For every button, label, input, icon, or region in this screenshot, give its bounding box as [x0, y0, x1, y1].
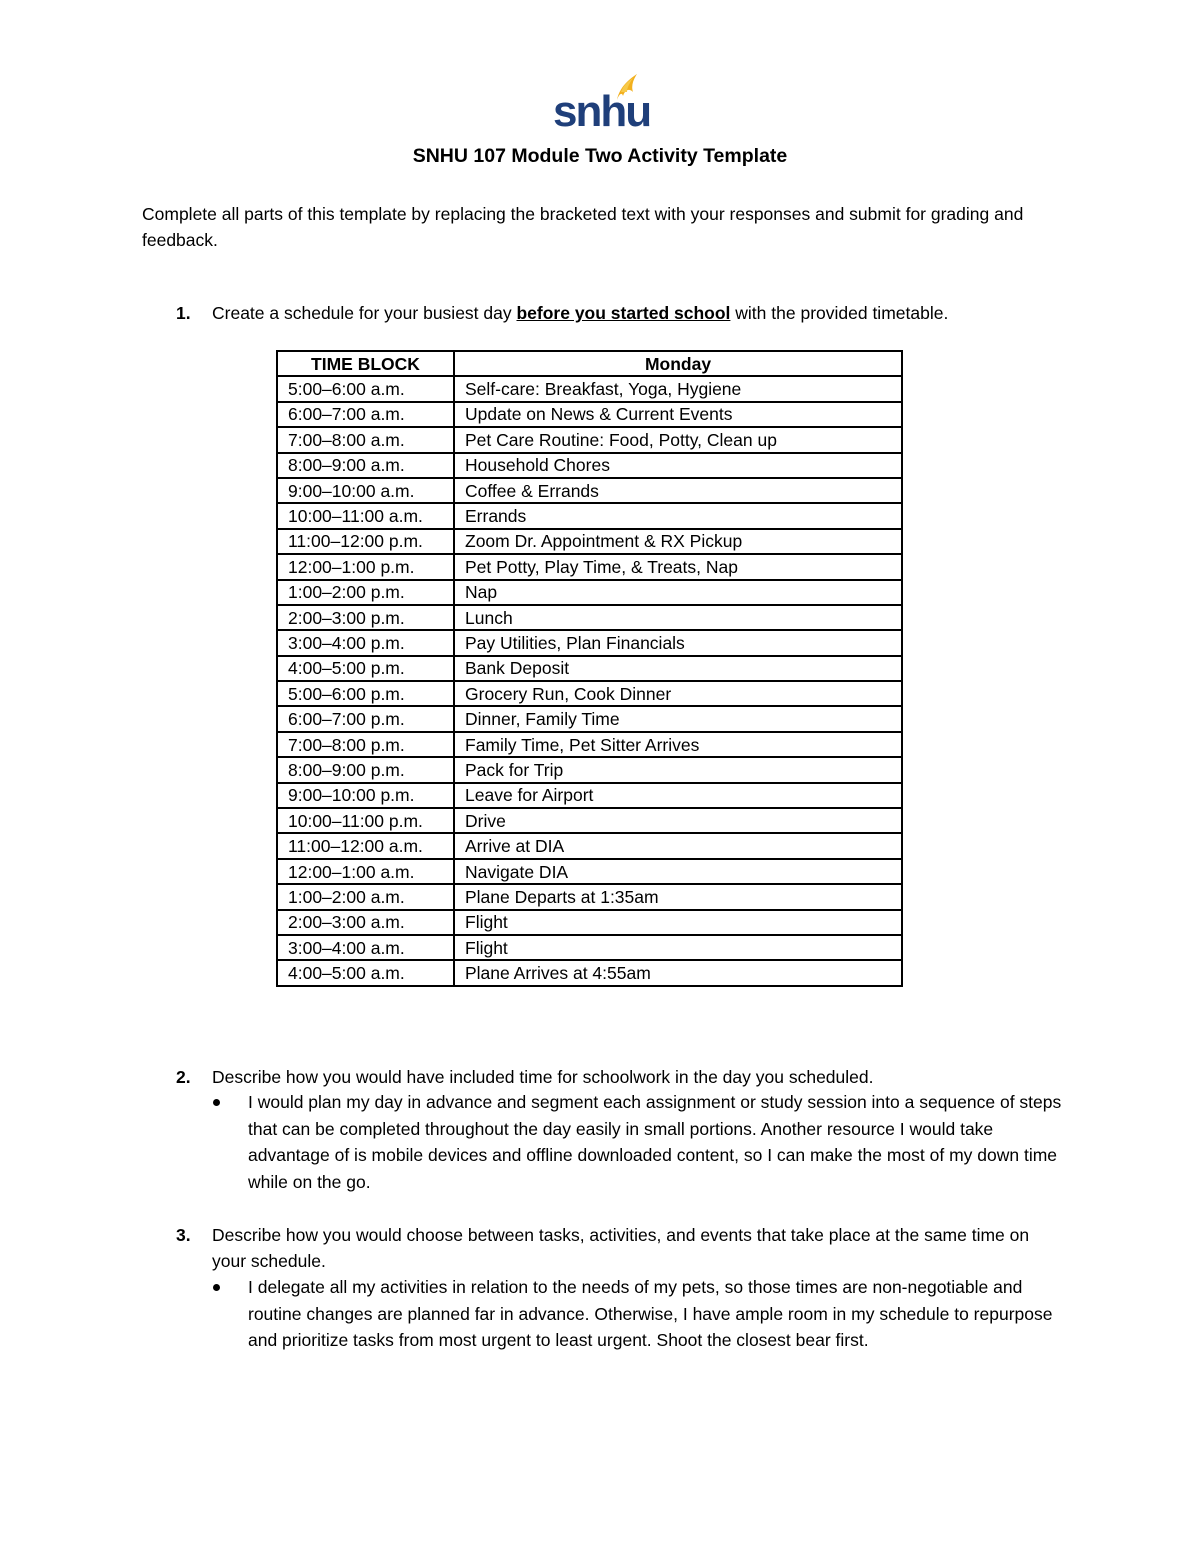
time-block-cell: 2:00–3:00 p.m.: [277, 605, 454, 630]
question-number: 2.: [176, 1067, 191, 1087]
activity-cell: Plane Arrives at 4:55am: [454, 960, 902, 985]
activity-cell: Plane Departs at 1:35am: [454, 884, 902, 909]
activity-cell: Coffee & Errands: [454, 478, 902, 503]
activity-cell: Pack for Trip: [454, 757, 902, 782]
time-block-cell: 10:00–11:00 p.m.: [277, 808, 454, 833]
table-row: [277, 554, 902, 579]
question-text-start: Create a schedule for your busiest day: [212, 303, 517, 323]
question-text: [212, 300, 1062, 326]
time-block-cell: 2:00–3:00 a.m.: [277, 910, 454, 935]
table-row: [277, 859, 902, 884]
time-block-cell: 7:00–8:00 a.m.: [277, 427, 454, 452]
table-row: [277, 478, 902, 503]
emphasized-phrase: before you started school: [516, 303, 731, 323]
snhu-logo: [553, 72, 651, 136]
activity-cell: Bank Deposit: [454, 656, 902, 681]
time-block-cell: 9:00–10:00 a.m.: [277, 478, 454, 503]
logo-wordmark: snhu: [553, 87, 651, 136]
intro-paragraph: Complete all parts of this template by replacing the bracketed text with your responses and submit for grading and feedback.: [142, 204, 1024, 250]
answer-3: I delegate all my activities in relation to the needs of my pets, so those times are non-negotiable and routine changes are planned far in advance. Otherwise, I have ample room in my schedule to repurpose and prioritize tasks from most urgent to least urgent. Shoot the closest bear first.: [248, 1277, 1053, 1350]
table-row: [277, 757, 902, 782]
column-header-monday: Monday: [454, 351, 902, 376]
table-row: [277, 376, 902, 401]
table-row: [277, 833, 902, 858]
table-row: [277, 605, 902, 630]
activity-cell: Family Time, Pet Sitter Arrives: [454, 732, 902, 757]
time-block-cell: 9:00–10:00 p.m.: [277, 783, 454, 808]
activity-cell: Navigate DIA: [454, 859, 902, 884]
activity-cell: Pet Care Routine: Food, Potty, Clean up: [454, 427, 902, 452]
activity-cell: Pet Potty, Play Time, & Treats, Nap: [454, 554, 902, 579]
time-block-cell: 5:00–6:00 p.m.: [277, 681, 454, 706]
question-text-end: with the provided timetable.: [730, 303, 949, 323]
time-block-cell: 11:00–12:00 a.m.: [277, 833, 454, 858]
table-row: [277, 580, 902, 605]
question-number: 1.: [176, 303, 191, 323]
time-block-cell: 7:00–8:00 p.m.: [277, 732, 454, 757]
time-block-cell: 8:00–9:00 a.m.: [277, 453, 454, 478]
activity-cell: Errands: [454, 503, 902, 528]
table-row: [277, 681, 902, 706]
time-block-cell: 12:00–1:00 p.m.: [277, 554, 454, 579]
time-block-cell: 8:00–9:00 p.m.: [277, 757, 454, 782]
time-block-cell: 1:00–2:00 a.m.: [277, 884, 454, 909]
table-row: [277, 630, 902, 655]
column-header-time-block: TIME BLOCK: [277, 351, 454, 376]
time-block-cell: 3:00–4:00 a.m.: [277, 935, 454, 960]
activity-cell: Pay Utilities, Plan Financials: [454, 630, 902, 655]
schedule-table: [276, 350, 903, 987]
table-row: [277, 884, 902, 909]
table-row: [277, 910, 902, 935]
activity-cell: Flight: [454, 910, 902, 935]
table-row: [277, 656, 902, 681]
activity-cell: Nap: [454, 580, 902, 605]
table-row: [277, 427, 902, 452]
table-header-row: [277, 351, 902, 376]
activity-cell: Zoom Dr. Appointment & RX Pickup: [454, 529, 902, 554]
schedule-body: [277, 376, 902, 985]
time-block-cell: 4:00–5:00 a.m.: [277, 960, 454, 985]
activity-cell: Household Chores: [454, 453, 902, 478]
time-block-cell: 12:00–1:00 a.m.: [277, 859, 454, 884]
table-row: [277, 706, 902, 731]
table-row: [277, 529, 902, 554]
activity-cell: Drive: [454, 808, 902, 833]
activity-cell: Flight: [454, 935, 902, 960]
bullet-icon: [213, 1284, 220, 1291]
table-row: [277, 402, 902, 427]
activity-cell: Self-care: Breakfast, Yoga, Hygiene: [454, 376, 902, 401]
time-block-cell: 5:00–6:00 a.m.: [277, 376, 454, 401]
page-title: SNHU 107 Module Two Activity Template: [412, 145, 788, 167]
activity-cell: Grocery Run, Cook Dinner: [454, 681, 902, 706]
time-block-cell: 10:00–11:00 a.m.: [277, 503, 454, 528]
question-number: 3.: [176, 1225, 191, 1245]
activity-cell: Arrive at DIA: [454, 833, 902, 858]
time-block-cell: 6:00–7:00 a.m.: [277, 402, 454, 427]
table-row: [277, 808, 902, 833]
time-block-cell: 11:00–12:00 p.m.: [277, 529, 454, 554]
activity-cell: Update on News & Current Events: [454, 402, 902, 427]
time-block-cell: 3:00–4:00 p.m.: [277, 630, 454, 655]
table-row: [277, 960, 902, 985]
table-row: [277, 732, 902, 757]
activity-cell: Dinner, Family Time: [454, 706, 902, 731]
time-block-cell: 4:00–5:00 p.m.: [277, 656, 454, 681]
table-row: [277, 453, 902, 478]
time-block-cell: 6:00–7:00 p.m.: [277, 706, 454, 731]
table-row: [277, 935, 902, 960]
table-row: [277, 503, 902, 528]
question-text: Describe how you would have included time for schoolwork in the day you scheduled.: [212, 1067, 874, 1087]
activity-cell: Lunch: [454, 605, 902, 630]
question-text: Describe how you would choose between tasks, activities, and events that take place at the same time on your schedule.: [212, 1225, 1030, 1271]
table-row: [277, 783, 902, 808]
time-block-cell: 1:00–2:00 p.m.: [277, 580, 454, 605]
bullet-icon: [213, 1099, 220, 1106]
answer-2: I would plan my day in advance and segment each assignment or study session into a sequence of steps that can be completed throughout the day easily in small portions. Another resource I would take advantage of is mobile devices and offline downloaded content, so I can make the most of my down time while on the go.: [248, 1092, 1062, 1192]
activity-cell: Leave for Airport: [454, 783, 902, 808]
